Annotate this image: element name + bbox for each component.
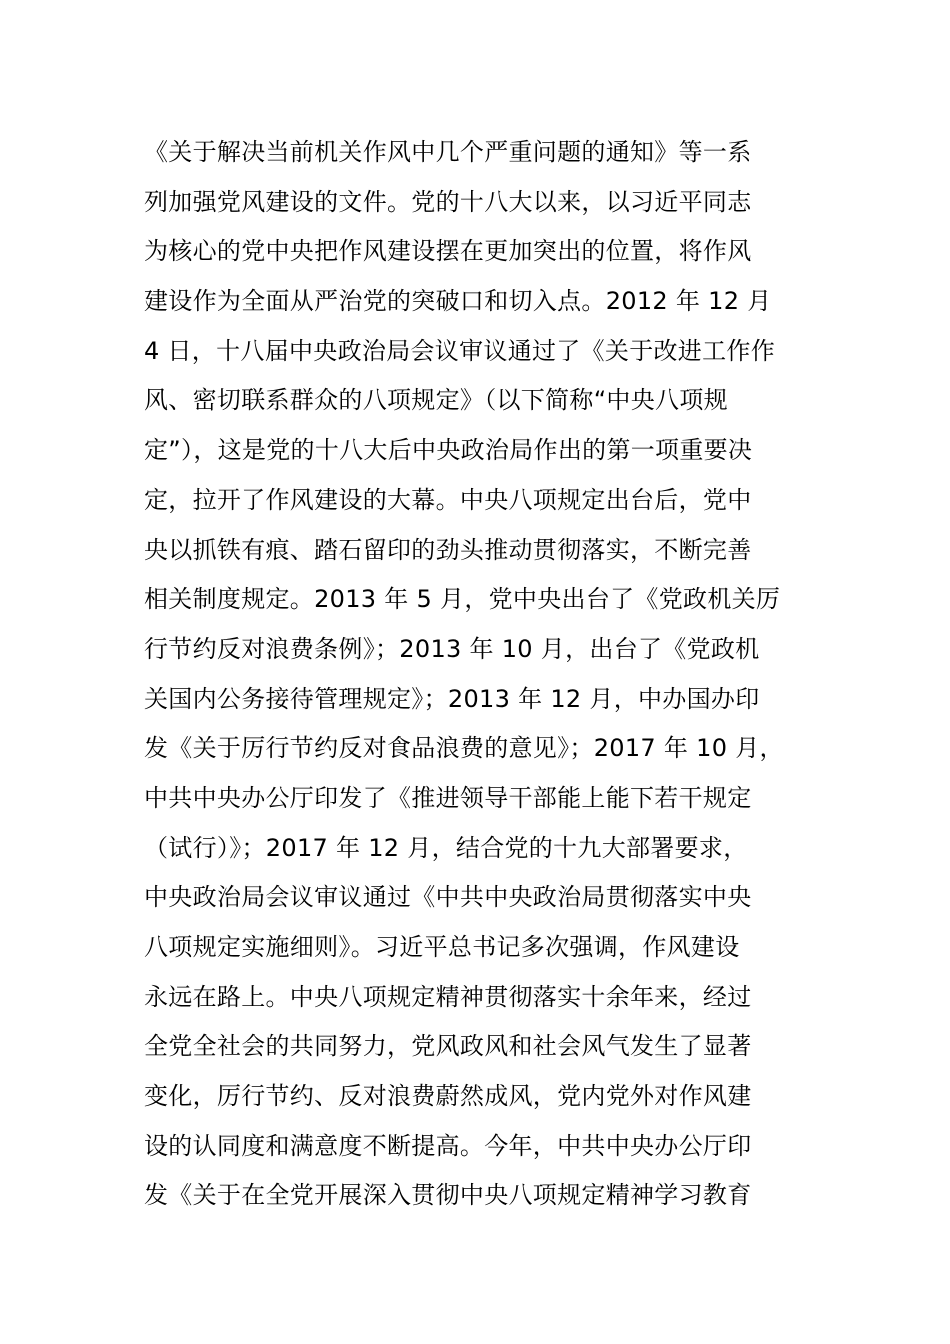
text-line: 八项规定实施细则》。习近平总书记多次强调，作风建设 bbox=[144, 933, 740, 961]
text-line: 定”），这是党的十八大后中央政治局作出的第一项重要决 bbox=[144, 436, 753, 465]
text-line: 央以抓铁有痕、踏石留印的劲头推动贯彻落实，不断完善 bbox=[144, 535, 752, 564]
text-line: 《关于解决当前机关作风中几个严重问题的通知》等一系 bbox=[144, 138, 752, 166]
text-line: 列加强党风建设的文件。党的十八大以来，以习近平同志 bbox=[144, 187, 752, 216]
text-line: 永远在路上。中央八项规定精神贯彻落实十余年来，经过 bbox=[144, 982, 752, 1011]
text-line: 风、密切联系群众的八项规定》（以下简称“中央八项规 bbox=[144, 386, 728, 415]
text-line: 建设作为全面从严治党的突破口和切入点。2012 年 12 月 bbox=[144, 287, 772, 316]
body-text bbox=[144, 128, 844, 1221]
text-line: 变化，厉行节约、反对浪费蔚然成风，党内党外对作风建 bbox=[144, 1082, 752, 1111]
text-line: 相关制度规定。2013 年 5 月，党中央出台了《党政机关厉 bbox=[144, 585, 781, 614]
text-line: 中央政治局会议审议通过《中共中央政治局贯彻落实中央 bbox=[144, 883, 752, 912]
text-line: 中共中央办公厅印发了《推进领导干部能上能下若干规定 bbox=[144, 783, 752, 812]
text-line: 关国内公务接待管理规定》；2013 年 12 月，中办国办印 bbox=[144, 684, 760, 713]
text-line: （试行）》；2017 年 12 月，结合党的十九大部署要求， bbox=[144, 833, 748, 862]
text-line: 发《关于厉行节约反对食品浪费的意见》；2017 年 10 月， bbox=[144, 734, 784, 763]
text-line: 行节约反对浪费条例》；2013 年 10 月，出台了《党政机 bbox=[144, 634, 760, 663]
text-line: 为核心的党中央把作风建设摆在更加突出的位置，将作风 bbox=[144, 237, 752, 266]
text-line: 设的认同度和满意度不断提高。今年，中共中央办公厅印 bbox=[144, 1131, 752, 1160]
text-line: 发《关于在全党开展深入贯彻中央八项规定精神学习教育 bbox=[144, 1181, 752, 1210]
text-line: 4 日，十八届中央政治局会议审议通过了《关于改进工作作 bbox=[144, 336, 775, 365]
text-line: 定，拉开了作风建设的大幕。中央八项规定出台后，党中 bbox=[144, 485, 752, 514]
text-line: 全党全社会的共同努力，党风政风和社会风气发生了显著 bbox=[144, 1032, 752, 1061]
